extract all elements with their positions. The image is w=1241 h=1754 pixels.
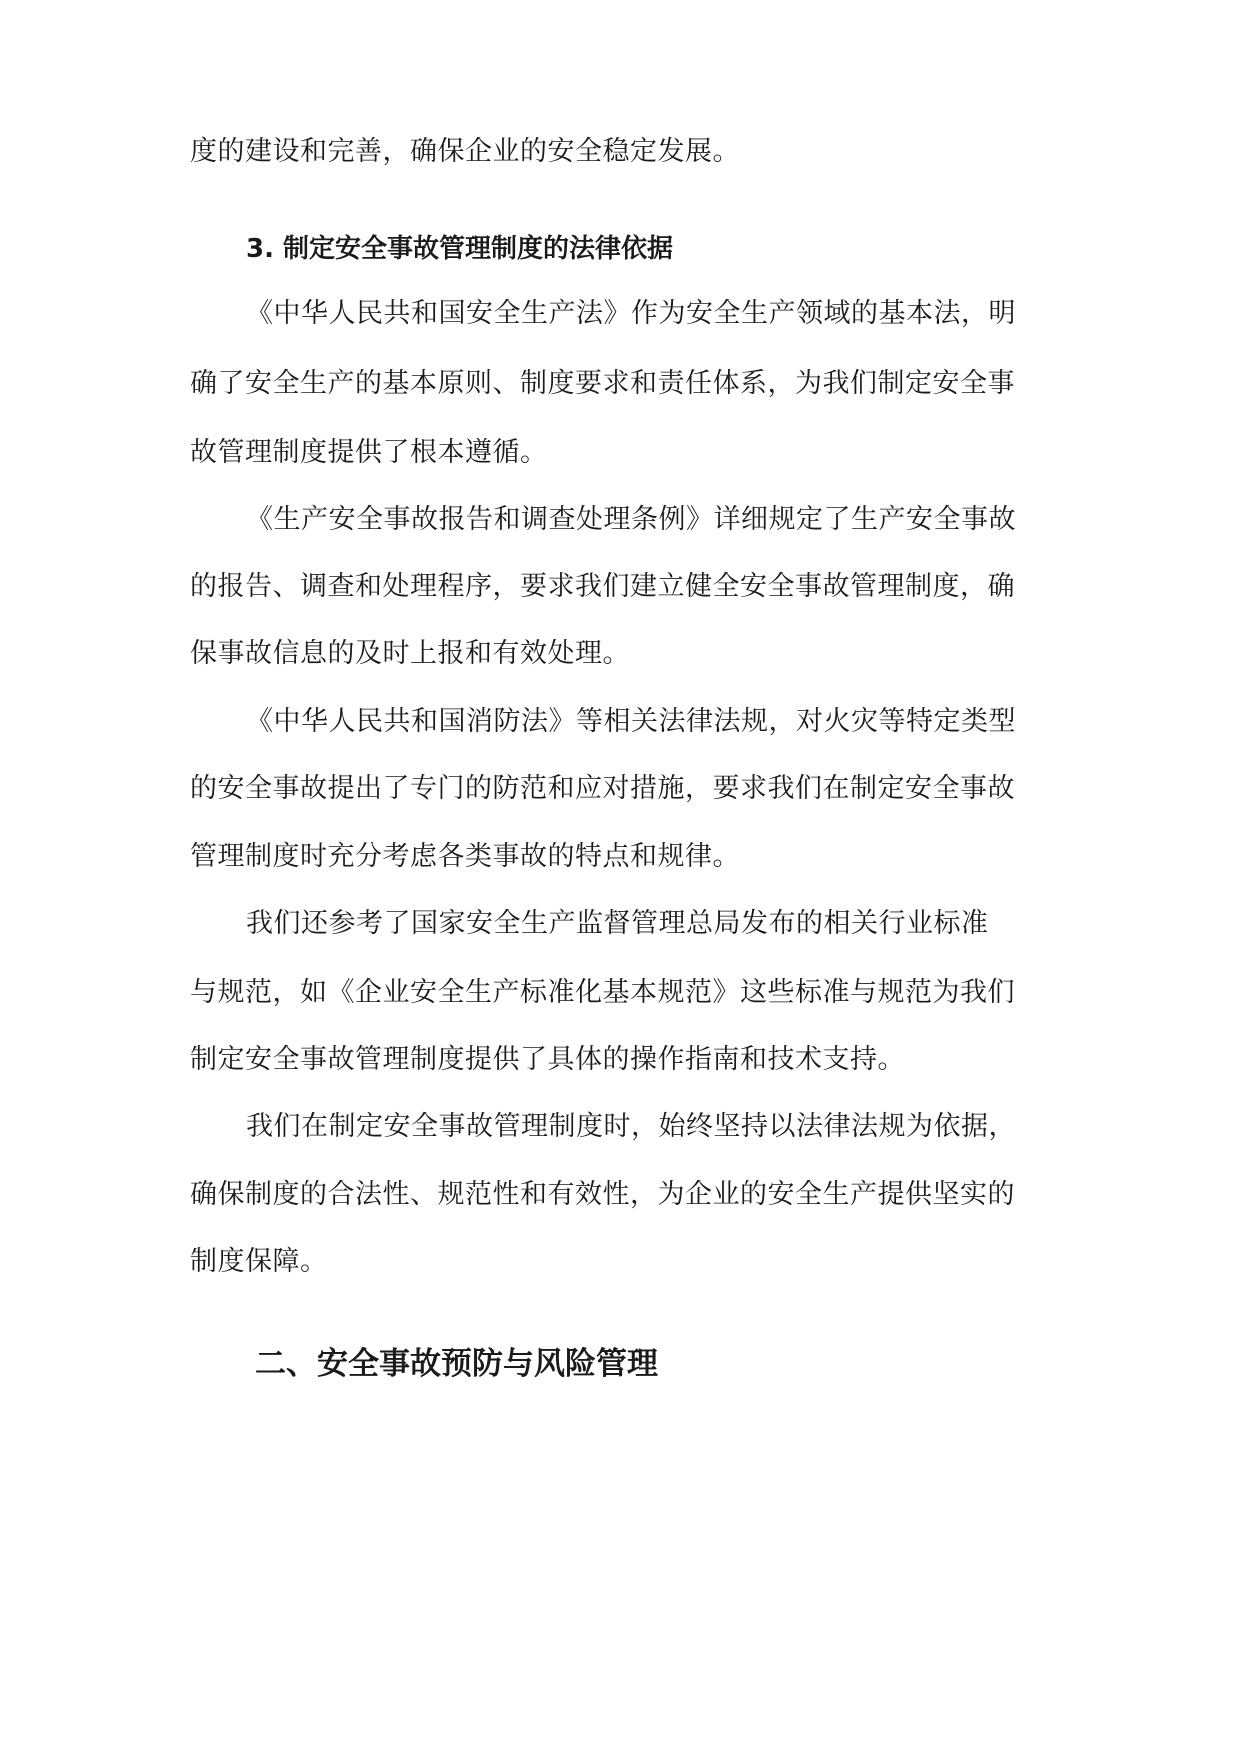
paragraph-2-line-2: 的报告、调查和处理程序，要求我们建立健全安全事故管理制度，确 [190,571,1015,602]
paragraph-3-line-2: 的安全事故提出了专门的防范和应对措施，要求我们在制定安全事故 [190,773,1015,804]
paragraph-1-line-2: 确了安全生产的基本原则、制度要求和责任体系，为我们制定安全事 [190,368,1015,399]
paragraph-4-line-3: 制定安全事故管理制度提供了具体的操作指南和技术支持。 [190,1044,905,1075]
paragraph-4-line-1: 我们还参考了国家安全生产监督管理总局发布的相关行业标准 [246,908,989,939]
paragraph-3-line-3: 管理制度时充分考虑各类事故的特点和规律。 [190,841,740,872]
paragraph-5-line-1: 我们在制定安全事故管理制度时，始终坚持以法律法规为依据， [246,1111,1016,1142]
section-3-heading: 3. 制定安全事故管理制度的法律依据 [246,234,674,264]
paragraph-5-line-2: 确保制度的合法性、规范性和有效性，为企业的安全生产提供坚实的 [190,1179,1015,1210]
section-2-heading: 二、安全事故预防与风险管理 [255,1346,658,1382]
paragraph-1-line-1: 《中华人民共和国安全生产法》作为安全生产领域的基本法，明 [246,298,1016,329]
paragraph-1-line-3: 故管理制度提供了根本遵循。 [190,437,548,468]
intro-line: 度的建设和完善，确保企业的安全稳定发展。 [190,136,740,167]
paragraph-5-line-3: 制度保障。 [190,1246,328,1277]
paragraph-3-line-1: 《中华人民共和国消防法》等相关法律法规，对火灾等特定类型 [246,706,1016,737]
paragraph-2-line-1: 《生产安全事故报告和调查处理条例》详细规定了生产安全事故 [246,504,1016,535]
paragraph-4-line-2: 与规范，如《企业安全生产标准化基本规范》这些标准与规范为我们 [190,977,1015,1008]
paragraph-2-line-3: 保事故信息的及时上报和有效处理。 [190,638,630,669]
